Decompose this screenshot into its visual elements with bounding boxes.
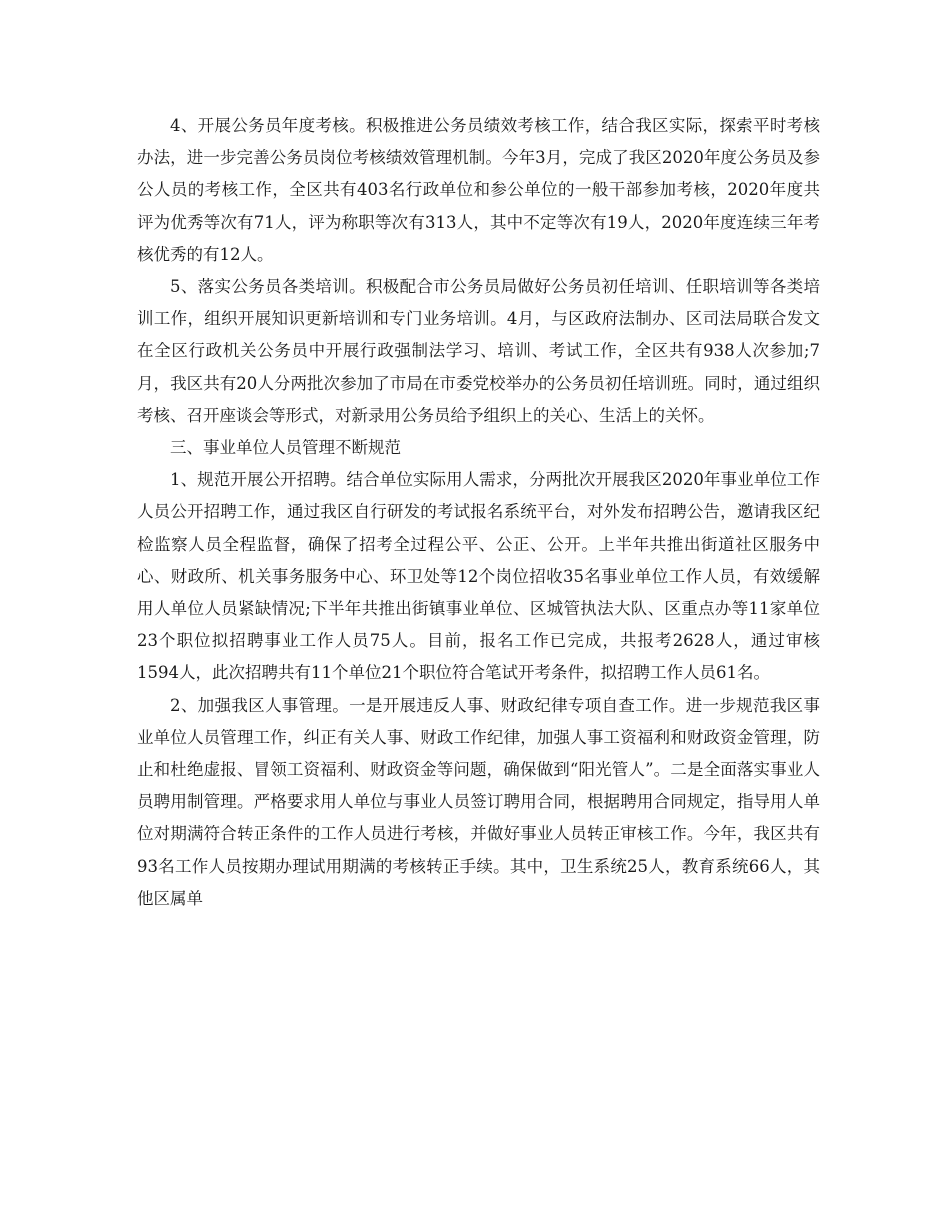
paragraph-civil-servant-training: 5、落实公务员各类培训。积极配合市公务员局做好公务员初任培训、任职培训等各类培训工作，组织开展知识更新培训和专门业务培训。4月，与区政府法制办、区司法局联合发文在全区行政机关公务员中开展行政强制法学习、培训、考试工作，全区共有938人次参加;7月，我区共有20人分两批次参加了市局在市委党校举办的公务员初任培训班。同时，通过组织考核、召开座谈会等形式，对新录用公务员给予组织上的关心、生活上的关怀。 bbox=[137, 277, 820, 425]
document-body bbox=[137, 110, 820, 915]
paragraph-civil-servant-assessment: 4、开展公务员年度考核。积极推进公务员绩效考核工作，结合我区实际，探索平时考核办法，进一步完善公务员岗位考核绩效管理机制。今年3月，完成了我区2020年度公务员及参公人员的考核工作，全区共有403名行政单位和参公单位的一般干部参加考核，2020年度共评为优秀等次有71人，评为称职等次有313人，其中不定等次有19人，2020年度连续三年考核优秀的有12人。 bbox=[137, 116, 820, 264]
paragraph-open-recruitment: 1、规范开展公开招聘。结合单位实际用人需求，分两批次开展我区2020年事业单位工作人员公开招聘工作，通过我区自行研发的考试报名系统平台，对外发布招聘公告，邀请我区纪检监察人员全程监督，确保了招考全过程公平、公正、公开。上半年共推出街道社区服务中心、财政所、机关事务服务中心、环卫处等12个岗位招收35名事业单位工作人员，有效缓解用人单位人员紧缺情况;下半年共推出街镇事业单位、区城管执法大队、区重点办等11家单位23个职位拟招聘事业工作人员75人。目前，报名工作已完成，共报考2628人，通过审核1594人，此次招聘共有11个单位21个职位符合笔试开考条件，拟招聘工作人员61名。 bbox=[137, 470, 820, 683]
paragraph-personnel-management: 2、加强我区人事管理。一是开展违反人事、财政纪律专项自查工作。进一步规范我区事业单位人员管理工作，纠正有关人事、财政工作纪律，加强人事工资福利和财政资金管理，防止和杜绝虚报、冒领工资福利、财政资金等问题，确保做到“阳光管人”。二是全面落实事业人员聘用制管理。严格要求用人单位与事业人员签订聘用合同，根据聘用合同规定，指导用人单位对期满符合转正条件的工作人员进行考核，并做好事业人员转正审核工作。今年，我区共有93名工作人员按期办理试用期满的考核转正手续。其中，卫生系统25人，教育系统66人，其他区属单 bbox=[137, 695, 820, 908]
section-heading-public-institutions: 三、事业单位人员管理不断规范 bbox=[170, 438, 401, 458]
